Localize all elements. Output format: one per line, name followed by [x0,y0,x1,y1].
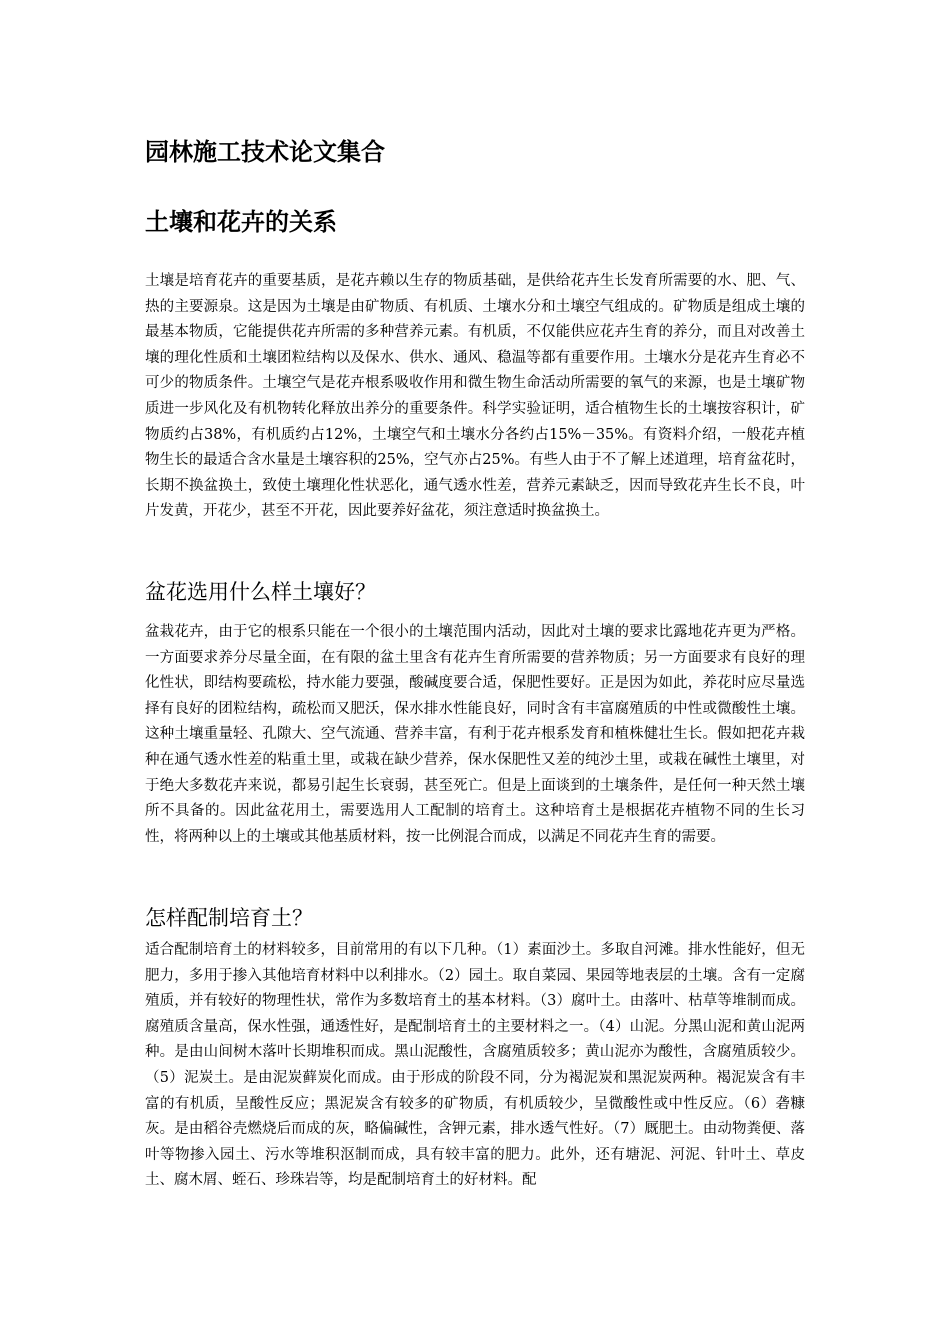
section-heading-soil-flowers: 土壤和花卉的关系 [145,207,337,236]
paragraph-soil-flowers: 土壤是培育花卉的重要基质，是花卉赖以生存的物质基础，是供给花卉生长发育所需要的水、肥、气、热的主要源泉。这是因为土壤是由矿物质、有机质、土壤水分和土壤空气组成的。矿物质是组成土壤的最基本物质，它能提供花卉所需的多种营养元素。有机质，不仅能供应花卉生育的养分，而且对改善土壤的理化性质和土壤团粒结构以及保水、供水、通风、稳温等都有重要作用。土壤水分是花卉生育必不可少的物质条件。土壤空气是花卉根系吸收作用和微生物生命活动所需要的氧气的来源，也是土壤矿物质进一步风化及有机物转化释放出养分的重要条件。科学实验证明，适合植物生长的土壤按容积计，矿物质约占38%，有机质约占12%，土壤空气和土壤水分各约占15%－35%。有资料介绍，一般花卉植物生长的最适合含水量是土壤容积的25%，空气亦占25%。有些人由于不了解上述道理，培育盆花时，长期不换盆换土，致使土壤理化性状恶化，通气透水性差，营养元素缺乏，因而导致花卉生长不良，叶片发黄，开花少，甚至不开花，因此要养好盆花，须注意适时换盆换土。 [145,273,805,520]
paragraph-culture-soil: 适合配制培育土的材料较多，目前常用的有以下几种。（1）素面沙土。多取自河滩。排水性能好，但无肥力，多用于掺入其他培育材料中以利排水。（2）园土。取自菜园、果园等地表层的土壤。含有一定腐殖质，并有较好的物理性状，常作为多数培育土的基本材料。（3）腐叶土。由落叶、枯草等堆制而成。腐殖质含量高，保水性强，通透性好，是配制培育土的主要材料之一。（4）山泥。分黑山泥和黄山泥两种。是由山间树木落叶长期堆积而成。黑山泥酸性，含腐殖质较多；黄山泥亦为酸性，含腐殖质较少。（5）泥炭土。是由泥炭藓炭化而成。由于形成的阶段不同，分为褐泥炭和黑泥炭两种。褐泥炭含有丰富的有机质，呈酸性反应；黑泥炭含有较多的矿物质，有机质较少，呈微酸性或中性反应。（6）砻糠灰。是由稻谷壳燃烧后而成的灰，略偏碱性，含钾元素，排水透气性好。（7）厩肥土。由动物粪便、落叶等物掺入园土、污水等堆积沤制而成，具有较丰富的肥力。此外，还有塘泥、河泥、针叶土、草皮土、腐木屑、蛭石、珍珠岩等，均是配制培育土的好材料。配 [145,942,805,1189]
heading-potted-soil: 盆花选用什么样土壤好？ [145,580,376,604]
paragraph-potted-soil: 盆栽花卉，由于它的根系只能在一个很小的土壤范围内活动，因此对土壤的要求比露地花卉更为严格。一方面要求养分尽量全面，在有限的盆土里含有花卉生育所需要的营养物质；另一方面要求有良好的理化性状，即结构要疏松，持水能力要强，酸碱度要合适，保肥性要好。正是因为如此，养花时应尽量选择有良好的团粒结构，疏松而又肥沃，保水排水性能良好，同时含有丰富腐殖质的中性或微酸性土壤。这种土壤重量轻、孔隙大、空气流通、营养丰富，有利于花卉根系发育和植株健壮生长。假如把花卉栽种在通气透水性差的粘重土里，或栽在缺少营养，保水保肥性又差的纯沙土里，或栽在碱性土壤里，对于绝大多数花卉来说，都易引起生长衰弱，甚至死亡。但是上面谈到的土壤条件，是任何一种天然土壤所不具备的。因此盆花用土，需要选用人工配制的培育土。这种培育土是根据花卉植物不同的生长习性，将两种以上的土壤或其他基质材料，按一比例混合而成，以满足不同花卉生育的需要。 [145,624,805,845]
heading-culture-soil: 怎样配制培育土？ [145,906,313,930]
document-title: 园林施工技术论文集合 [145,137,385,166]
